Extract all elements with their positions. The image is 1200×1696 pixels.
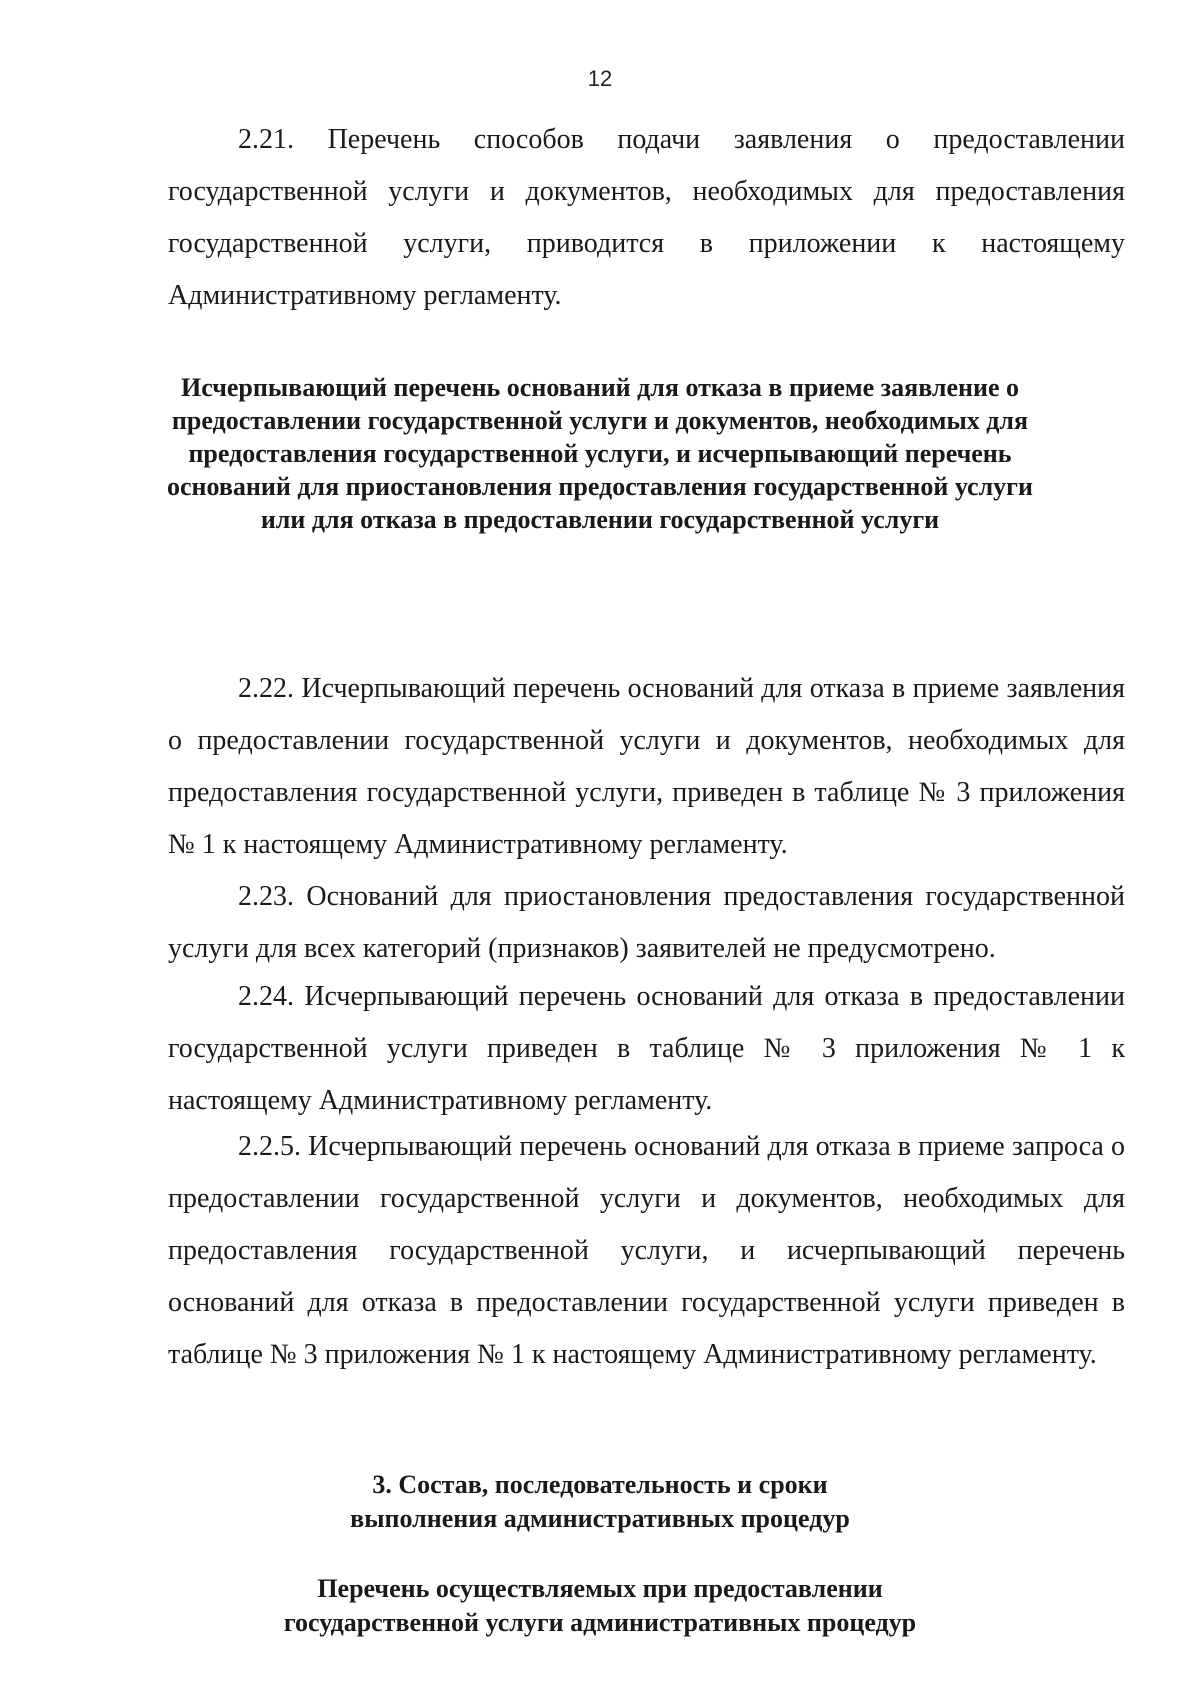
paragraph-2-23: [168, 871, 1125, 975]
paragraph-2-23-text: 2.23. Оснований для приостановления предоставления государственной услуги для всех категорий (признаков) заявителей не предусмотрено.: [168, 881, 1125, 964]
paragraph-2-22: [168, 663, 1125, 871]
heading-section-3: 3. Состав, последовательность и сроки выполнения административных процедур: [350, 1470, 850, 1533]
page-number: 12: [587, 66, 613, 91]
heading-procedures-list: Перечень осуществляемых при предоставлении государственной услуги административных процедур: [283, 1574, 917, 1637]
heading-refusal-grounds: Исчерпывающий перечень оснований для отказа в приеме заявление о предоставлении государственной услуги и документов, необходимых для предоставления государственной услуги, и исчерпывающий перечень оснований для приостановления предоставления государственной услуги или для отказа в предоставлении государственной услуги: [167, 373, 1033, 534]
paragraph-2-22-text: 2.22. Исчерпывающий перечень оснований для отказа в приеме заявления о предоставлении государственной услуги и документов, необходимых для предоставления государственной услуги, приведен в таблице № 3 приложения № 1 к настоящему Административному регламенту.: [168, 673, 1125, 860]
paragraph-2-24-text: 2.24. Исчерпывающий перечень оснований для отказа в предоставлении государственной услуги приведен в таблице № 3 приложения № 1 к настоящему Административному регламенту.: [168, 981, 1125, 1116]
paragraph-2-21: [168, 114, 1125, 322]
paragraph-2-21-text: 2.21. Перечень способов подачи заявления о предоставлении государственной услуги и документов, необходимых для предоставления государственной услуги, приводится в приложении к настоящему Административному регламенту.: [168, 124, 1125, 311]
paragraph-2-2-5: [168, 1121, 1125, 1381]
paragraph-2-2-5-text: 2.2.5. Исчерпывающий перечень оснований для отказа в приеме запроса о предоставлении государственной услуги и документов, необходимых для предоставления государственной услуги, и исчерпывающий перечень оснований для отказа в предоставлении государственной услуги приведен в таблице № 3 приложения № 1 к настоящему Административному регламенту.: [168, 1131, 1125, 1370]
paragraph-2-24: [168, 971, 1125, 1127]
